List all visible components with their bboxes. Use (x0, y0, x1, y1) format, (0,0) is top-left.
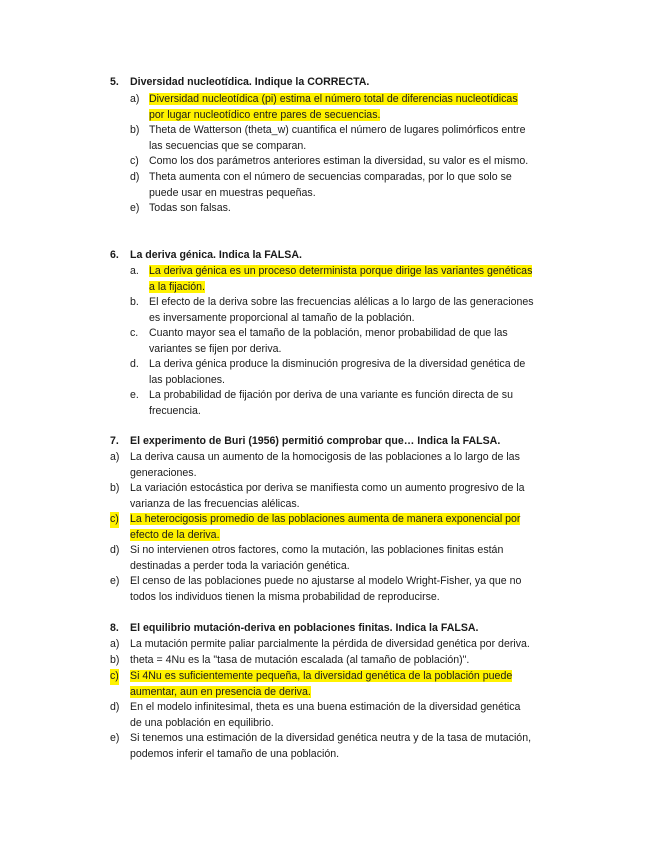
option-line: En el modelo infinitesimal, theta es una buena estimación de la diversidad genética (130, 701, 521, 713)
question-title (110, 434, 500, 450)
question-number: 6. (110, 249, 119, 261)
option-line: Theta aumenta con el número de secuencias comparadas, por lo que solo se (149, 171, 512, 183)
question-text: Diversidad nucleotídica. Indique la CORRECTA. (130, 76, 370, 88)
option-line: La heterocigosis promedio de las poblaciones aumenta de manera exponencial por (130, 513, 521, 525)
option-label: b) (110, 482, 120, 494)
option-line: Si no intervienen otros factores, como la mutación, las poblaciones finitas están (130, 544, 504, 556)
question-title (110, 75, 369, 91)
option-label: e. (130, 389, 139, 401)
option-line: Si tenemos una estimación de la diversidad genética neutra y de la tasa de mutación, (130, 732, 532, 744)
option-line: La mutación permite paliar parcialmente la pérdida de diversidad genética por deriva. (130, 638, 530, 650)
option-label: a) (130, 93, 140, 105)
option-line: podemos inferir el tamaño de una población. (130, 747, 340, 760)
option-label: a) (110, 638, 120, 650)
option-label: a) (110, 451, 120, 463)
option-label: b. (130, 296, 139, 308)
option-line: puede usar en muestras pequeñas. (149, 186, 316, 199)
option-line: por lugar nucleotídico entre pares de secuencias. (149, 108, 381, 121)
option-line: las poblaciones. (149, 373, 225, 386)
option-label: d) (130, 171, 140, 183)
option-line: las secuencias que se comparan. (149, 139, 307, 152)
option-label: e) (110, 732, 120, 744)
option-line: destinadas a perder toda la variación genética. (130, 559, 350, 572)
option-label: d) (110, 544, 120, 556)
question-number: 7. (110, 435, 119, 447)
option-line: aumentar, aun en presencia de deriva. (130, 685, 311, 698)
option-line: theta = 4Nu es la "tasa de mutación escalada (al tamaño de población)". (130, 654, 470, 666)
option-line: frecuencia. (149, 404, 201, 417)
question-number: 5. (110, 76, 119, 88)
option-label: b) (110, 654, 120, 666)
option-label: e) (130, 202, 140, 214)
option-line: Como los dos parámetros anteriores estiman la diversidad, su valor es el mismo. (149, 155, 529, 167)
option-line: Todas son falsas. (149, 202, 231, 214)
option-line: generaciones. (130, 466, 197, 479)
option-line: El censo de las poblaciones puede no ajustarse al modelo Wright-Fisher, ya que no (130, 575, 522, 587)
option-line: La deriva génica produce la disminución progresiva de la diversidad genética de (149, 358, 526, 370)
option-line: varianza de las frecuencias alélicas. (130, 497, 300, 510)
option-line: efecto de la deriva. (130, 528, 220, 541)
option-line: Cuanto mayor sea el tamaño de la población, menor probabilidad de que las (149, 327, 508, 339)
option-line: La deriva génica es un proceso determinista porque dirige las variantes genéticas (149, 265, 533, 277)
option-label: c) (110, 512, 119, 528)
option-label: c. (130, 327, 139, 339)
option-line: de una población en equilibrio. (130, 716, 274, 729)
option-label: d) (110, 701, 120, 713)
option-label: d. (130, 358, 139, 370)
option-line: La probabilidad de fijación por deriva de una variante es función directa de su (149, 389, 513, 401)
question-text: El equilibrio mutación-deriva en poblaciones finitas. Indica la FALSA. (130, 622, 479, 634)
question-title (110, 248, 302, 264)
question-title (110, 621, 478, 637)
option-line: Theta de Watterson (theta_w) cuantifica el número de lugares polimórficos entre (149, 124, 526, 136)
question-text: El experimento de Buri (1956) permitió comprobar que… Indica la FALSA. (130, 435, 501, 447)
option-line: variantes se fijen por deriva. (149, 342, 282, 355)
option-label: e) (110, 575, 120, 587)
option-line: a la fijación. (149, 280, 205, 293)
option-label: a. (130, 265, 139, 277)
option-label: c) (110, 669, 119, 685)
question-number: 8. (110, 622, 119, 634)
option-label: c) (130, 155, 139, 167)
option-line: El efecto de la deriva sobre las frecuencias alélicas a lo largo de las generaciones (149, 296, 534, 308)
option-line: La variación estocástica por deriva se manifiesta como un aumento progresivo de la (130, 482, 525, 494)
option-line: Si 4Nu es suficientemente pequeña, la diversidad genética de la población puede (130, 670, 513, 682)
option-line: Diversidad nucleotídica (pi) estima el número total de diferencias nucleotídicas (149, 93, 518, 105)
option-line: todos los individuos tienen la misma probabilidad de reproducirse. (130, 590, 440, 603)
option-line: es inversamente proporcional al tamaño de la población. (149, 311, 415, 324)
option-label: b) (130, 124, 140, 136)
option-line: La deriva causa un aumento de la homocigosis de las poblaciones a lo largo de las (130, 451, 520, 463)
question-text: La deriva génica. Indica la FALSA. (130, 249, 302, 261)
